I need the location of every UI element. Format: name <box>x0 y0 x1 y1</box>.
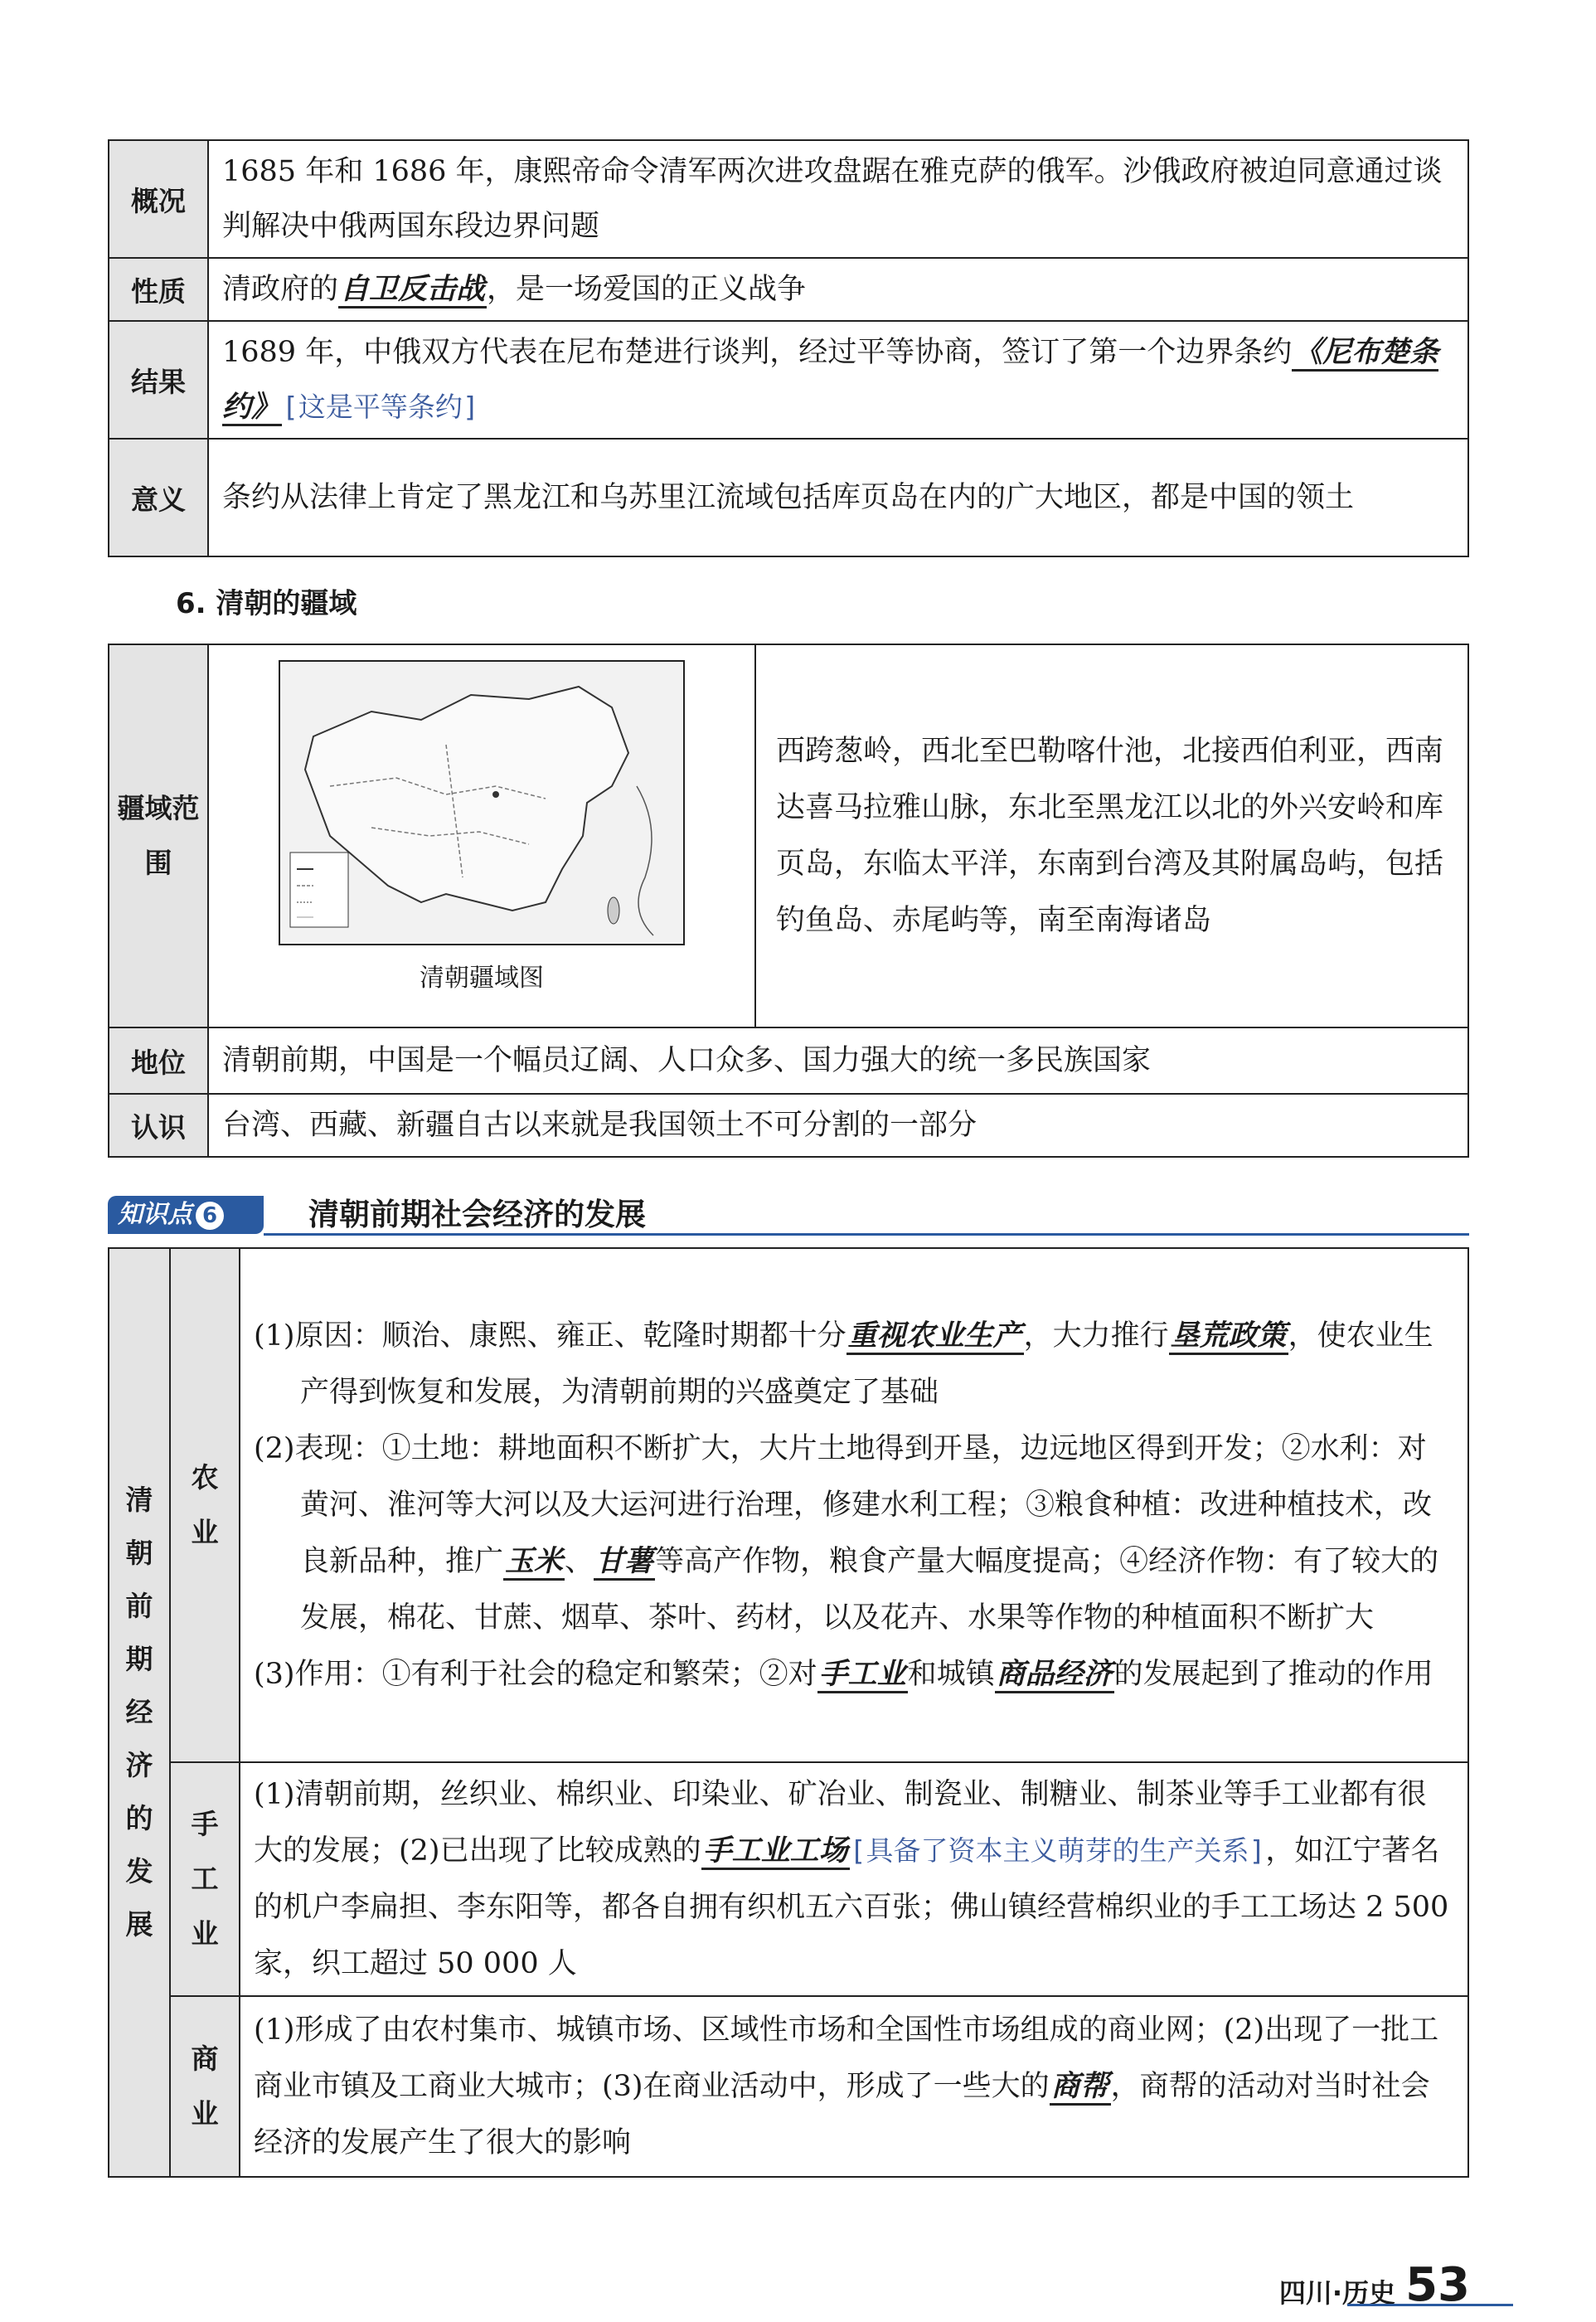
table-row <box>109 258 1468 321</box>
page-footer <box>1279 2252 1470 2310</box>
table-row <box>109 439 1468 556</box>
handwritten-keyword: 自卫反击战 <box>338 273 487 308</box>
header-underline <box>264 1233 1469 1236</box>
row-label: 概况 <box>109 140 208 258</box>
paragraph <box>254 1646 1454 1703</box>
territory-text: 西跨葱岭，西北至巴勒喀什池，北接西伯利亚，西南达喜马拉雅山脉，东北至黑龙江以北的外兴安岭和库页岛，东临太平洋，东南到台湾及其附属岛屿，包括钓鱼岛、赤尾屿等，南至南海诸岛 <box>755 644 1468 1027</box>
table-row <box>109 1996 1468 2177</box>
handwritten-keyword: 商品经济 <box>995 1658 1114 1693</box>
row-label: 结果 <box>109 321 208 439</box>
text-segment: (3)作用：①有利于社会的稳定和繁荣；②对 <box>254 1658 817 1691</box>
table-row <box>109 140 1468 258</box>
badge-number: 6 <box>196 1202 224 1230</box>
handwritten-keyword: 垦荒政策 <box>1169 1319 1288 1355</box>
text-segment: ，是一场爱国的正义战争 <box>487 273 807 306</box>
handwritten-keyword: 玉米 <box>503 1545 565 1581</box>
text-segment: (1)原因：顺治、康熙、雍正、乾隆时期都十分 <box>254 1319 847 1353</box>
section-heading: 6. 清朝的疆域 <box>176 587 357 620</box>
vertical-label: 农业 <box>191 1461 219 1548</box>
text-segment: (1)清朝前期，丝织业、棉织业、印染业、矿冶业、制瓷业、制糖业、制茶业等手工业都有很大的发展；(2)已出现了比较成熟的 <box>254 1778 1427 1868</box>
economy-table <box>108 1247 1469 2178</box>
badge-label: 知识点 <box>118 1200 192 1229</box>
handwritten-keyword: 手工业 <box>817 1658 908 1693</box>
map-caption: 清朝疆域图 <box>420 964 544 993</box>
sub-label-commerce <box>170 1996 240 2177</box>
annotation-note: [具备了资本主义萌芽的生产关系] <box>849 1834 1266 1867</box>
table-row <box>109 1094 1468 1157</box>
handicraft-content <box>240 1762 1468 1996</box>
text-segment: 的发展起到了推动的作用 <box>1113 1658 1433 1691</box>
vertical-label: 手工业 <box>191 1808 219 1950</box>
vertical-label: 商业 <box>191 2043 219 2130</box>
table-row <box>109 1027 1468 1094</box>
row-label: 地位 <box>109 1027 208 1094</box>
text-segment: 1689 年，中俄双方代表在尼布楚进行谈判，经过平等协商，签订了第一个边界条约 <box>222 336 1293 369</box>
text-segment: (2)表现：①土地：耕地面积不断扩大，大片土地得到开垦，边远地区得到开发；②水利：对黄河、淮河等大河以及大运河进行治理，修建水利工程；③粮食种植：改进种植技术，改良新品种，推广 <box>254 1432 1433 1578</box>
row-text <box>208 258 1468 321</box>
territory-table <box>108 644 1469 1158</box>
text-segment: 清政府的 <box>222 273 339 306</box>
row-text <box>208 321 1468 439</box>
text-segment: ，大力推行 <box>1023 1319 1169 1353</box>
table-row <box>109 644 1468 1027</box>
row-label: 认识 <box>109 1094 208 1157</box>
paragraph <box>254 1421 1454 1646</box>
text-segment: ，如江宁著名的机户李扁担、李东阳等，都各自拥有织机五六百张；佛山镇经营棉织业的手工工场达 2 500 家，织工超过 50 000 人 <box>254 1834 1449 1980</box>
map-cell <box>208 644 755 1027</box>
table-row <box>109 1762 1468 1996</box>
treaty-table <box>108 139 1469 557</box>
row-text: 台湾、西藏、新疆自古以来就是我国领土不可分割的一部分 <box>208 1094 1468 1157</box>
table-row <box>109 1248 1468 1762</box>
commerce-content <box>240 1996 1468 2177</box>
handwritten-keyword: 手工业工场 <box>701 1834 850 1870</box>
annotation-note: [这是平等条约] <box>282 391 479 423</box>
row-label: 疆域范围 <box>109 644 208 1027</box>
text-segment: 和城镇 <box>907 1658 995 1691</box>
row-text: 条约从法律上肯定了黑龙江和乌苏里江流域包括库页岛在内的广大地区，都是中国的领土 <box>208 439 1468 556</box>
map-illustration <box>280 662 683 944</box>
row-label: 意义 <box>109 439 208 556</box>
row-label: 性质 <box>109 258 208 321</box>
handwritten-keyword: 甘薯 <box>594 1545 655 1581</box>
paragraph <box>254 1308 1454 1421</box>
row-text: 清朝前期，中国是一个幅员辽阔、人口众多、国力强大的统一多民族国家 <box>208 1027 1468 1094</box>
text-segment: ，使农业生产得到恢复和发展，为清朝前期的兴盛奠定了基础 <box>300 1319 1433 1409</box>
main-label <box>109 1248 170 2177</box>
text-segment: 、 <box>565 1545 594 1578</box>
vertical-label: 清朝前期经济的发展 <box>125 1484 153 1941</box>
page-number: 53 <box>1405 2258 1470 2312</box>
footer-region: 四川·历史 <box>1278 2277 1396 2309</box>
qing-territory-map <box>279 660 685 945</box>
knowledge-point-header <box>108 1196 1469 1236</box>
agriculture-content <box>240 1248 1468 1762</box>
handwritten-keyword: 商帮 <box>1050 2070 1111 2106</box>
text-segment: ，商帮的活动对当时社会经济的发展产生了很大的影响 <box>254 2070 1430 2159</box>
knowledge-point-badge <box>108 1196 264 1234</box>
text-segment: (1)形成了由农村集市、城镇市场、区域性市场和全国性市场组成的商业网；(2)出现了一批工商业市镇及工商业大城市；(3)在商业活动中，形成了一些大的 <box>254 2014 1439 2103</box>
footer-underline <box>1347 2304 1513 2306</box>
knowledge-point-title: 清朝前期社会经济的发展 <box>308 1197 646 1232</box>
handwritten-keyword: 《尼布楚条约》 <box>222 336 1438 426</box>
sub-label-handicraft <box>170 1762 240 1996</box>
row-text: 1685 年和 1686 年，康熙帝命令清军两次进攻盘踞在雅克萨的俄军。沙俄政府被迫同意通过谈判解决中俄两国东段边界问题 <box>208 140 1468 258</box>
table-row <box>109 321 1468 439</box>
sub-label-agriculture <box>170 1248 240 1762</box>
handwritten-keyword: 重视农业生产 <box>847 1319 1024 1355</box>
text-segment: 等高产作物，粮食产量大幅度提高；④经济作物：有了较大的发展，棉花、甘蔗、烟草、茶叶、药材，以及花卉、水果等作物的种植面积不断扩大 <box>300 1545 1439 1635</box>
